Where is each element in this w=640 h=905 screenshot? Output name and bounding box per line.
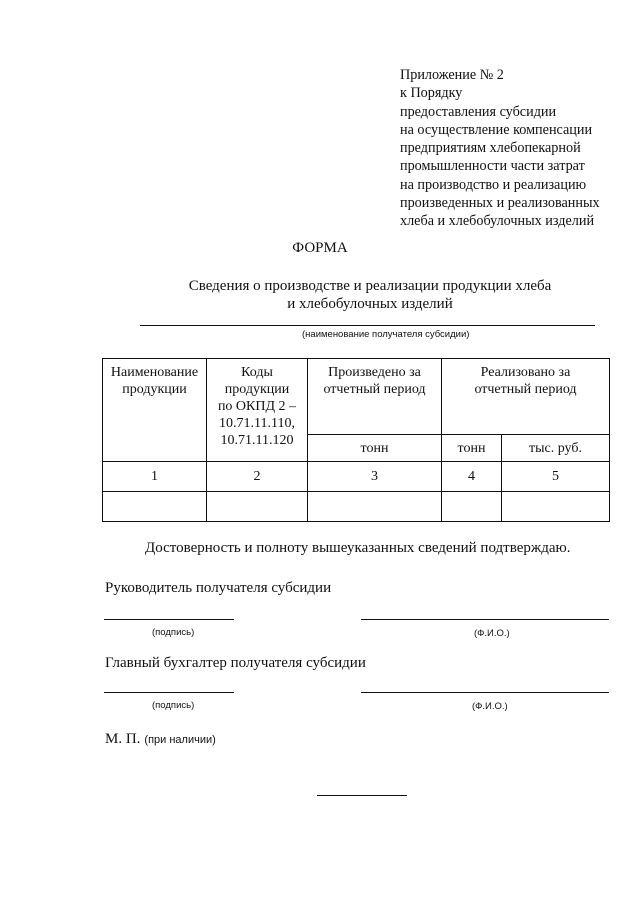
head-signature-line[interactable] [104,619,234,620]
accountant-signature-line[interactable] [104,692,234,693]
closing-divider [317,795,407,796]
table-number-row [103,462,610,492]
header-text: Произведено за [328,365,421,380]
unit-produced-tons: тонн [308,435,442,462]
appendix-line: предоставления субсидии [400,103,557,120]
accountant-name-line[interactable] [361,692,609,693]
header-text: отчетный период [474,382,577,397]
table-cell-product-codes[interactable] [207,492,308,522]
header-product-name [103,359,207,462]
production-table [102,358,610,522]
head-name-caption: (Ф.И.О.) [474,628,510,639]
appendix-line: к Порядку [400,85,463,102]
header-text: Коды [241,365,273,380]
stamp-block [105,730,216,748]
header-text: 10.71.11.110, [219,416,295,431]
table-cell-product-name[interactable] [103,492,207,522]
appendix-line: на осуществление компенсации [400,121,593,138]
header-text: Наименование [110,365,199,380]
appendix-line: на производство и реализацию [400,176,587,193]
header-produced [308,359,442,435]
appendix-reference [400,66,636,231]
accountant-name-caption: (Ф.И.О.) [472,701,508,712]
header-sold [442,359,610,435]
head-name-line[interactable] [361,619,609,620]
appendix-line: предприятиям хлебопекарной [400,140,581,157]
appendix-line: хлеба и хлебобулочных изделий [400,213,595,230]
table-cell-sold-rub[interactable] [502,492,610,522]
form-label: ФОРМА [292,240,348,256]
table-cell-produced[interactable] [308,492,442,522]
header-text: Реализовано за [480,365,571,380]
head-label: Руководитель получателя субсидии [105,580,332,596]
appendix-line: произведенных и реализованных [400,195,600,212]
table-cell-sold-tons[interactable] [442,492,502,522]
unit-sold-tons: тонн [442,435,502,462]
header-text: продукции [122,382,187,397]
stamp-note: (при наличии) [144,734,216,746]
document-title-line2: и хлебобулочных изделий [287,296,453,312]
table-header-row [103,359,610,435]
header-text: 10.71.11.120 [220,433,294,448]
column-number: 5 [502,462,610,492]
appendix-line: промышленности части затрат [400,158,585,175]
accountant-label: Главный бухгалтер получателя субсидии [105,655,366,671]
column-number: 1 [103,462,207,492]
accountant-signature-caption: (подпись) [152,700,195,711]
column-number: 3 [308,462,442,492]
unit-sold-rub: тыс. руб. [502,435,610,462]
document-title-line1: Сведения о производстве и реализации продукции хлеба [188,278,552,294]
recipient-name-line [140,325,595,326]
appendix-line: Приложение № 2 [400,67,504,83]
table-row [103,492,610,522]
header-text: по ОКПД 2 – [217,399,297,414]
header-text: отчетный период [323,382,426,397]
header-text: продукции [224,382,290,397]
column-number: 4 [442,462,502,492]
header-product-codes [207,359,308,462]
head-signature-caption: (подпись) [152,627,195,638]
column-number: 2 [207,462,308,492]
confirmation-text: Достоверность и полноту вышеуказанных сведений подтверждаю. [145,540,571,556]
document-title [140,277,600,313]
stamp-label: М. П. [105,731,141,747]
recipient-caption: (наименование получателя субсидии) [302,329,470,340]
